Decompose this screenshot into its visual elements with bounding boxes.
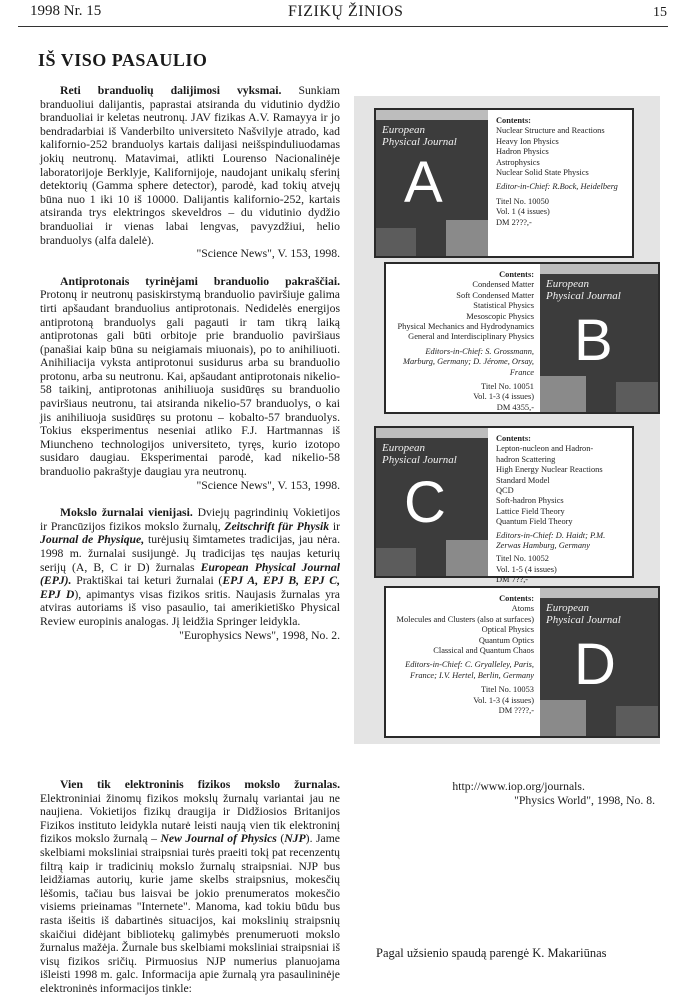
- section-title: IŠ VISO PASAULIO: [38, 50, 208, 70]
- cover-title: European Physical Journal: [546, 602, 621, 626]
- header-rule: [18, 26, 668, 27]
- footer-credit: Pagal užsienio spaudą parengė K. Makariūnas: [376, 946, 607, 960]
- article-body: ). Jame skelbiami moksliniai straipsniai turės praeiti tokį pat recenzentų filtrą kaip ir tradicinių mokslo žurnalų straipsniai. NJP bus leidžiamas autorių, kurie jame skelbs straipsnius, mokesčių lėšomis, tačiau bus laisvai be jokio prenumeratos mokesčio visiems prieinamas "Internete". Manoma, kad tokiu būdu bus rasta išeitis iš dabartinės situacijos, kai mokslinių straipsnių skaičiui didėjant bibliotekų galimybės prenumeruoti mokslo žurnalus mažėja. Žurnale bus skelbiami moksliniai straipsniai iš visų fizikos sričių. Pirmuosius NJP numerius planuojama išleisti 1998 m. galc. Informacija apie žurnalą yra pasaulininėje elektroninės informacijos tinkle:: [40, 832, 340, 995]
- article-url-line: [357, 780, 655, 794]
- article-source: "Science News", V. 153, 1998.: [196, 478, 340, 492]
- journal-card-d: [384, 586, 660, 738]
- cover-title: European Physical Journal: [546, 278, 621, 302]
- article-source: "Europhysics News", 1998, No. 2.: [179, 628, 340, 642]
- article-source: "Science News", V. 153, 1998.: [196, 247, 340, 261]
- article-source: "Physics World", 1998, No. 8.: [514, 793, 655, 807]
- page-number: 15: [653, 5, 667, 20]
- article-4: [40, 778, 340, 996]
- article-2: [40, 275, 340, 479]
- url-text[interactable]: http://www.iop.org/journals.: [452, 780, 585, 793]
- cover-letter: D: [574, 632, 616, 697]
- issue-label: 1998 Nr. 15: [30, 3, 102, 19]
- journal-contents-d: Contents: Atoms Molecules and Clusters (also at surfaces) Optical Physics Quantum Optics Classical and Quantum Chaos Editors-in-Chief: C. Gryalleley, Paris, France; I.V. Hertel, Berlin, Germany Titel No. 10053 Vol. 1-3 (4 issues) DM ????,-: [396, 594, 534, 716]
- journal-card-c: [374, 426, 634, 585]
- article-heading: Reti branduolių dalijimosi vyksmai.: [60, 84, 282, 97]
- journal-contents-c: Contents: Lepton-nucleon and Hadron- hadron Scattering High Energy Nuclear Reactions Standard Model QCD Soft-hadron Physics Lattice Field Theory Quantum Field Theory Editors-in-Chief: D. Haidt; P.M. Zerwas Hamburg, Germany Titel No. 10052 Vol. 1-5 (4 issues) DM 7??,-: [496, 434, 606, 585]
- bottom-left-column: [40, 778, 340, 995]
- journal-cover-a: [376, 110, 488, 256]
- journal-title: Zeitschrift für Physik: [224, 519, 330, 533]
- cover-letter: A: [404, 150, 443, 215]
- article-heading: Vien tik elektroninis fizikos mokslo žurnalas.: [60, 778, 340, 791]
- page-header: [0, 0, 679, 28]
- journal-title: Journal de Physique,: [40, 533, 145, 547]
- journal-title: EPJ A, EPJ B, EPJ C, EPJ D: [40, 574, 340, 601]
- journal-title: New Journal of Physics: [160, 832, 277, 846]
- article-body: ir: [329, 519, 340, 533]
- article-body: Sunkiam branduoliui dalijantis, paprastai atsiranda du vidutinio dydžio branduoliai ir keletas neutronų. JAV fizikas A.V. Ramayya ir jo bendradarbiai iš Vanderbilto universiteto Našvilyje atrado, kad kalifornio-252 branduolys kartais dalijasi neišspinduliuodamas jokių neutronų. Matavimai, atlikti Lourenso Nacionalinėje laboratorijoje Berklyje, Kalifornijoje, naudojant unikalų sferinį detektorių (Gamma sphere detector), parodė, kad tokių atvejų būna nuo 1 iki 10 iš 10000. Dalijantis kalifornio-252, kartais atsiranda trys elektringos skeveldros – du vidutinio dydžio branduoliai ir vienas labai lengvas, pavyzdžiui, helio branduolys (alfa dalelė).: [40, 84, 340, 247]
- cover-letter: B: [574, 308, 613, 373]
- journal-cover-d: [540, 588, 658, 736]
- article-body: Dviejų pagrindinių Vokietijos ir Prancūzijos fizikos mokslo žurnalų,: [40, 506, 340, 533]
- journal-cover-b: [540, 264, 658, 412]
- cover-title: European Physical Journal: [382, 124, 457, 148]
- article-body: (: [276, 832, 285, 846]
- journal-contents-a: Contents: Nuclear Structure and Reactions Heavy Ion Physics Hadron Physics Astrophysics Nuclear Solid State Physics Editor-in-Chief: R.Bock, Heidelberg Titel No. 10050 Vol. 1 (4 issues) DM 2???,-: [496, 116, 618, 227]
- journal-title: European Physical Journal (EPJ).: [40, 560, 340, 588]
- journal-name: FIZIKŲ ŽINIOS: [288, 3, 404, 20]
- journal-title: NJP: [284, 832, 306, 846]
- article-1: [40, 84, 340, 247]
- article-heading: Antiprotonais tyrinėjami branduolio pakraščiai.: [60, 274, 340, 288]
- article-body: ), apimantys visas fizikos sritis. Naujasis žurnalas yra atviras autoriams iš viso pasaulio, tai amerikietiško Physical Review europinis analogas. Jį leidžia Springer leidykla.: [40, 587, 340, 628]
- article-body: Elektroniniai žinomų fizikos mokslų žurnalų variantai jau ne naujiena. Vokietijos fizikų draugija ir Didžiosios Britanijos Fizikos instituto leidykla nutarė leisti naują vien tik elektroninį fizikos mokslo žurnalą –: [40, 791, 340, 846]
- journal-card-a: [374, 108, 634, 258]
- article-heading: Mokslo žurnalai vienijasi.: [60, 506, 193, 520]
- article-body: Protonų ir neutronų pasiskirstymą branduolio paviršiuje galima tirti apšaudant branduolius antiprotonais. Nedidelės energijos antiprotoną branduolys gali pagauti ir tam tikrą laiką antiprotonas gali būti orbitoje prie branduolio paviršiaus (panašiai kaip būna su neigiamais miuonais), po to anihiliuoti. Anihiliacija vyksta antiprotonui susidurus arba su branduolio protonu, arba su neutronu. Kai, apšaudant antiprotonais nikelio-58 taikinį, antiprotonas anihiliuoja susidūręs su branduolio paviršiaus neutronu, tai atsiranda nikelio-57 branduolys, o kai jis anihiliuoja susidūręs su protonu – kobalto-57 branduolys. Tokius eksperimentus neseniai atliko F.J. Hartmannas iš Miuncheno technologijos universiteto, tyręs, kurio izotopo susidaro daugiau. Eksperimentai parodė, kad nikelio-58 branduolio pakraštyje daugiau yra neutronų.: [40, 288, 340, 479]
- article-body: turėjusių šimtametes tradicijas, jau nėra. 1998 m. žurnalai susijungė. Jų tradicijas tęs naujas keturių serijų (A, B, C ir D) žurnalas: [40, 533, 340, 574]
- article-body: Praktiškai tai keturi žurnalai (: [71, 574, 223, 588]
- journal-card-b: [384, 262, 660, 414]
- bottom-right-column: [357, 780, 655, 821]
- left-column: [40, 84, 340, 656]
- cover-title: European Physical Journal: [382, 442, 457, 466]
- journal-contents-b: Contents: Condensed Matter Soft Condensed Matter Statistical Physics Mesoscopic Physics Physical Mechanics and Hydrodynamics General and Interdisciplinary Physics Editors-in-Chief: S. Grossmann, Marburg, Germany; D. Jérome, Orsay, France Titel No. 10051 Vol. 1-3 (4 issues) DM 4355,-: [397, 270, 534, 412]
- article-3: [40, 506, 340, 628]
- cover-letter: C: [404, 470, 446, 535]
- journal-cover-c: [376, 428, 488, 576]
